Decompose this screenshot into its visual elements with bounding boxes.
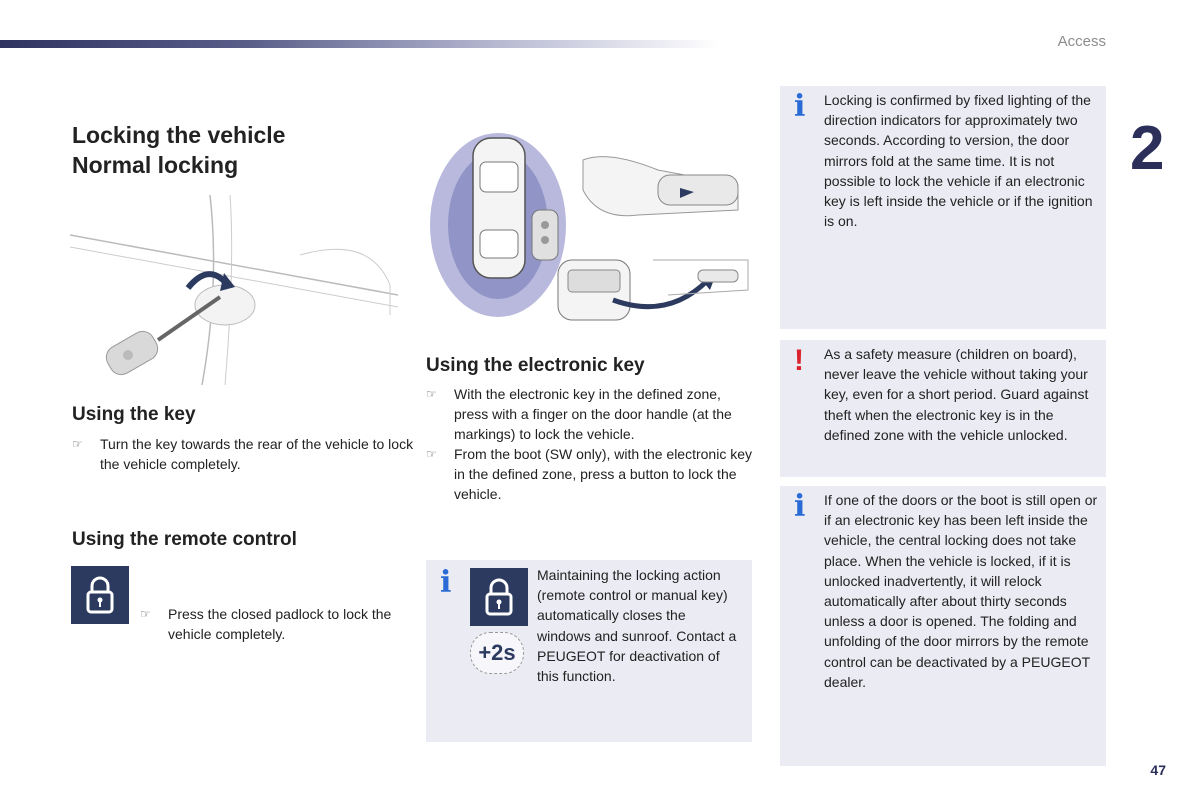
page-title (72, 120, 285, 180)
info-box-maintain-locking (426, 560, 752, 742)
info-top-text: Locking is confirmed by fixed lighting of the direction indicators for approximately two seconds. According to version, the door mirrors fold at the same time. It is not possible to lock the vehicle if an electronic key is left inside the vehicle or if the ignition is on. (824, 92, 1093, 230)
info-maintain-text: Maintaining the locking action (remote control or manual key) automatically closes the windows and sunroof. Contact a PEUGEOT for deactivation of this function. (537, 567, 737, 685)
info-box-locking-confirmation (780, 86, 1106, 329)
key-bullet-text: Turn the key towards the rear of the vehicle to lock the vehicle completely. (100, 436, 414, 472)
electronic-bullet-list (426, 384, 756, 504)
header-gradient-bar (0, 40, 720, 48)
info-bottom-text: If one of the doors or the boot is still open or if an electronic key has been left inside the vehicle, the central locking does not take place. When the vehicle is locked, if it is unlocked inadvertently, it will relock automatically after about thirty seconds unless a door is opened. The folding and unfolding of the door mirrors by the remote control can be deactivated by a PEUGEOT dealer. (824, 492, 1098, 690)
key-heading: Using the key (72, 404, 196, 425)
key-bullet (72, 434, 430, 474)
pointing-hand-icon: ☞ (140, 607, 151, 621)
info-icon: i (794, 489, 806, 524)
info-icon: i (794, 89, 806, 124)
pointing-hand-icon: ☞ (72, 437, 83, 451)
badge-text: +2s (478, 640, 516, 665)
list-item (426, 444, 756, 504)
info-icon: i (440, 565, 452, 600)
warning-box-safety (780, 340, 1106, 477)
section-title: Access (1057, 33, 1106, 50)
electronic-heading: Using the electronic key (426, 355, 645, 376)
electronic-bullet-1: With the electronic key in the defined zone, press with a finger on the door handle (at the markings) to lock the vehicle. (454, 386, 732, 442)
warning-icon: ! (794, 344, 804, 377)
warning-text: As a safety measure (children on board), never leave the vehicle without taking your key, even for a short period. Guard against theft when the electronic key is in the defined zone with the vehicle unlocked. (824, 346, 1089, 443)
closed-padlock-icon (470, 568, 528, 626)
title-line-2: Normal locking (72, 152, 239, 178)
closed-padlock-icon (71, 566, 129, 624)
pointing-hand-icon: ☞ (426, 387, 437, 401)
remote-heading: Using the remote control (72, 529, 297, 550)
pointing-hand-icon: ☞ (426, 447, 437, 461)
remote-bullet-text: Press the closed padlock to lock the vehicle completely. (168, 606, 392, 642)
remote-bullet (140, 604, 428, 644)
title-line-1: Locking the vehicle (72, 122, 286, 148)
list-item (426, 384, 756, 444)
info-box-central-locking (780, 486, 1106, 766)
two-second-badge (470, 632, 524, 674)
key-illustration (70, 195, 398, 385)
chapter-number: 2 (1130, 114, 1165, 183)
electronic-bullet-2: From the boot (SW only), with the electronic key in the defined zone, press a button to lock the vehicle. (454, 446, 752, 502)
page-number: 47 (1150, 762, 1166, 778)
electronic-key-illustration (428, 130, 752, 330)
